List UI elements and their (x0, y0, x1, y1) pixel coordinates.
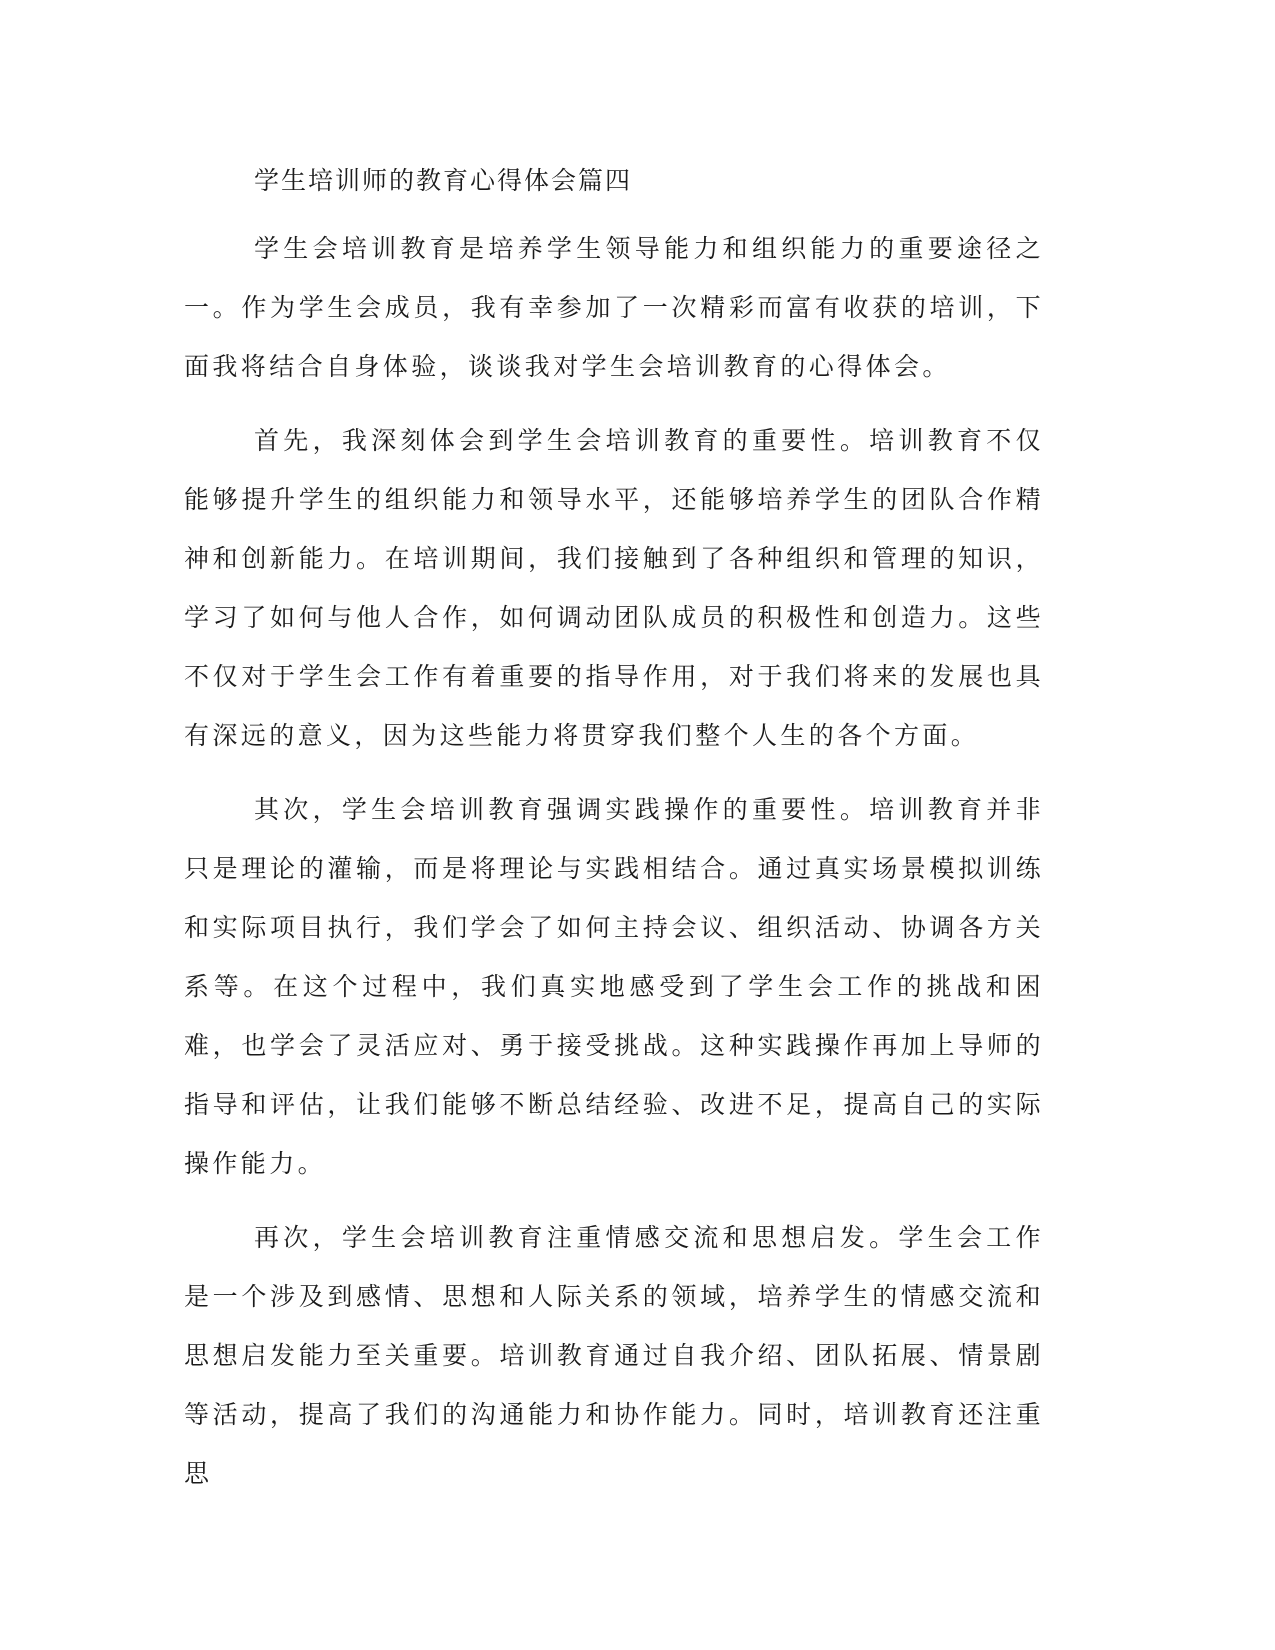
paragraph-first-point: 首先，我深刻体会到学生会培训教育的重要性。培训教育不仅能够提升学生的组织能力和领导水平，还能够培养学生的团队合作精神和创新能力。在培训期间，我们接触到了各种组织和管理的知识，学习了如何与他人合作，如何调动团队成员的积极性和创造力。这些不仅对于学生会工作有着重要的指导作用，对于我们将来的发展也具有深远的意义，因为这些能力将贯穿我们整个人生的各个方面。 (184, 426, 1044, 750)
paragraph-third-point: 再次，学生会培训教育注重情感交流和思想启发。学生会工作是一个涉及到感情、思想和人际关系的领域，培养学生的情感交流和思想启发能力至关重要。培训教育通过自我介绍、团队拓展、情景剧等活动，提高了我们的沟通能力和协作能力。同时，培训教育还注重思 (184, 1223, 1044, 1488)
paragraph-intro: 学生会培训教育是培养学生领导能力和组织能力的重要途径之一。作为学生会成员，我有幸参加了一次精彩而富有收获的培训，下面我将结合自身体验，谈谈我对学生会培训教育的心得体会。 (184, 234, 1044, 381)
document-heading: 学生培训师的教育心得体会篇四 (254, 166, 633, 195)
document-body (184, 158, 1044, 1518)
paragraph-second-point: 其次，学生会培训教育强调实践操作的重要性。培训教育并非只是理论的灌输，而是将理论与实践相结合。通过真实场景模拟训练和实际项目执行，我们学会了如何主持会议、组织活动、协调各方关系等。在这个过程中，我们真实地感受到了学生会工作的挑战和困难，也学会了灵活应对、勇于接受挑战。这种实践操作再加上导师的指导和评估，让我们能够不断总结经验、改进不足，提高自己的实际操作能力。 (184, 795, 1044, 1178)
